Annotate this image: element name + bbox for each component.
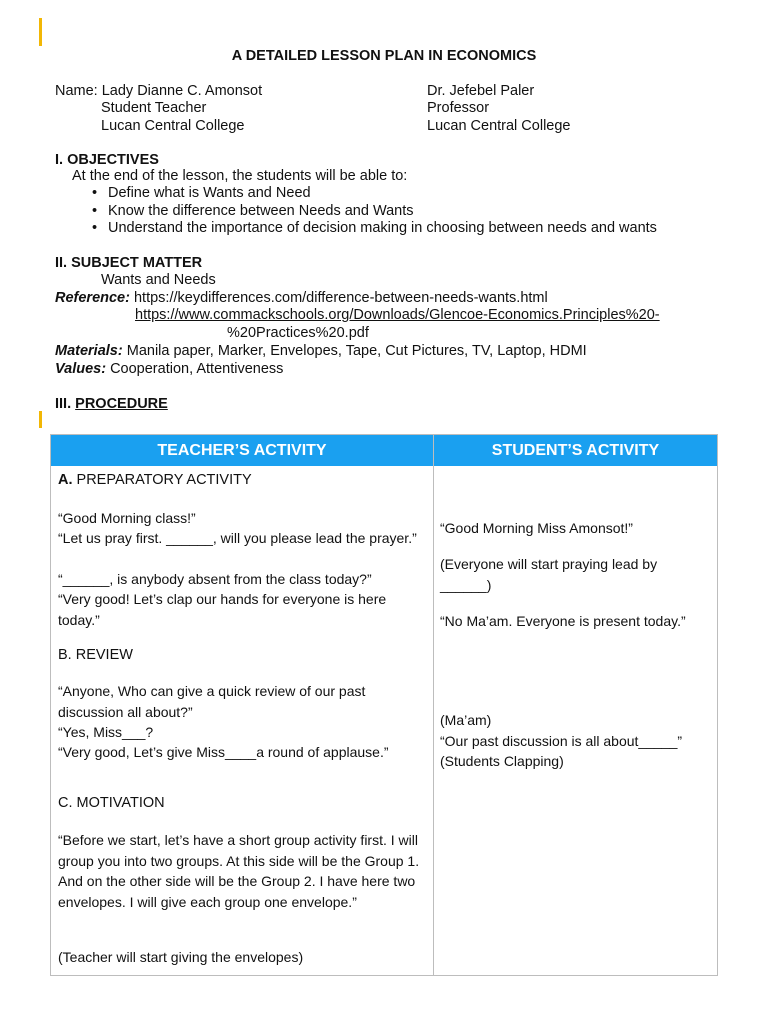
objectives-list <box>90 185 657 238</box>
teacher-role: Student Teacher <box>101 100 207 116</box>
procedure-number: III. <box>55 396 72 412</box>
student-line: “No Ma’am. Everyone is present today.” <box>440 613 686 629</box>
values-line <box>55 361 283 379</box>
teacher-line: (Teacher will start giving the envelopes) <box>58 949 304 965</box>
student-line: (Everyone will start praying lead by ______) <box>440 556 658 593</box>
teacher-school: Lucan Central College <box>101 118 245 134</box>
professor-name: Dr. Jefebel Paler <box>427 83 535 99</box>
reference-link-2[interactable]: https://www.commackschools.org/Downloads/Glencoe-Economics.Principles%20- <box>135 307 660 323</box>
teacher-line: “Yes, Miss___? <box>58 724 154 740</box>
teacher-line: “Good Morning class!” <box>58 510 196 526</box>
professor-role: Professor <box>427 100 490 116</box>
column-divider <box>433 435 434 975</box>
reference-label: Reference: <box>55 290 130 306</box>
section-a-title: PREPARATORY ACTIVITY <box>76 472 252 488</box>
reference-line <box>55 290 548 308</box>
subject-matter-heading: II. SUBJECT MATTER <box>55 255 203 271</box>
materials-label: Materials: <box>55 343 123 359</box>
teacher-paragraph: “Before we start, let’s have a short group activity first. I will group you into two groups. At this side will be the Group 1. And on the other side will be the Group 2. I have here two envelopes. I will give each group one envelope.” <box>58 832 420 910</box>
values-value: Cooperation, Attentiveness <box>110 361 284 377</box>
document-title: A DETAILED LESSON PLAN IN ECONOMICS <box>231 48 537 64</box>
teacher-line: “Very good! Let’s clap our hands for everyone is here today.” <box>58 591 387 628</box>
objective-item: • Know the difference between Needs and Wants <box>90 203 657 221</box>
objective-item: • Define what is Wants and Need <box>90 185 657 203</box>
margin-marker <box>39 411 42 428</box>
teacher-line: “Let us pray first. ______, will you please lead the prayer.” <box>58 530 417 546</box>
procedure-table <box>50 434 718 976</box>
reference-link-2-cont[interactable]: %20Practices%20.pdf <box>227 325 369 341</box>
professor-school: Lucan Central College <box>427 118 571 134</box>
section-a-heading <box>58 470 426 491</box>
procedure-heading <box>55 396 168 414</box>
student-line: (Students Clapping) <box>440 753 564 769</box>
subject-topic: Wants and Needs <box>101 272 216 288</box>
teacher-line: “Anyone, Who can give a quick review of our past discussion all about?” <box>58 683 366 720</box>
student-line: (Ma’am) <box>440 712 492 728</box>
teacher-activity-header: TEACHER’S ACTIVITY <box>157 442 327 459</box>
objective-item: • Understand the importance of decision making in choosing between needs and wants <box>90 220 657 238</box>
reference-link-1[interactable]: https://keydifferences.com/difference-between-needs-wants.html <box>133 290 548 306</box>
table-header <box>51 435 717 466</box>
section-a-letter: A. <box>58 472 73 488</box>
materials-value: Manila paper, Marker, Envelopes, Tape, Cut Pictures, TV, Laptop, HDMI <box>126 343 587 359</box>
teacher-line: “______, is anybody absent from the class today?” <box>58 571 372 587</box>
procedure-title: PROCEDURE <box>75 396 168 412</box>
objectives-intro: At the end of the lesson, the students will be able to: <box>72 168 408 184</box>
teacher-line: “Very good, Let’s give Miss____a round of applause.” <box>58 744 389 760</box>
student-line: “Our past discussion is all about_____” <box>440 733 683 749</box>
materials-line <box>55 343 587 361</box>
teacher-name: Name: Lady Dianne C. Amonsot <box>55 83 263 99</box>
values-label: Values: <box>55 361 107 377</box>
section-b-heading: B. REVIEW <box>58 647 133 663</box>
objectives-heading: I. OBJECTIVES <box>55 152 159 168</box>
section-c-heading: C. MOTIVATION <box>58 795 165 811</box>
margin-marker <box>39 18 42 46</box>
student-line: “Good Morning Miss Amonsot!” <box>440 520 633 536</box>
student-activity-header: STUDENT’S ACTIVITY <box>491 442 660 459</box>
